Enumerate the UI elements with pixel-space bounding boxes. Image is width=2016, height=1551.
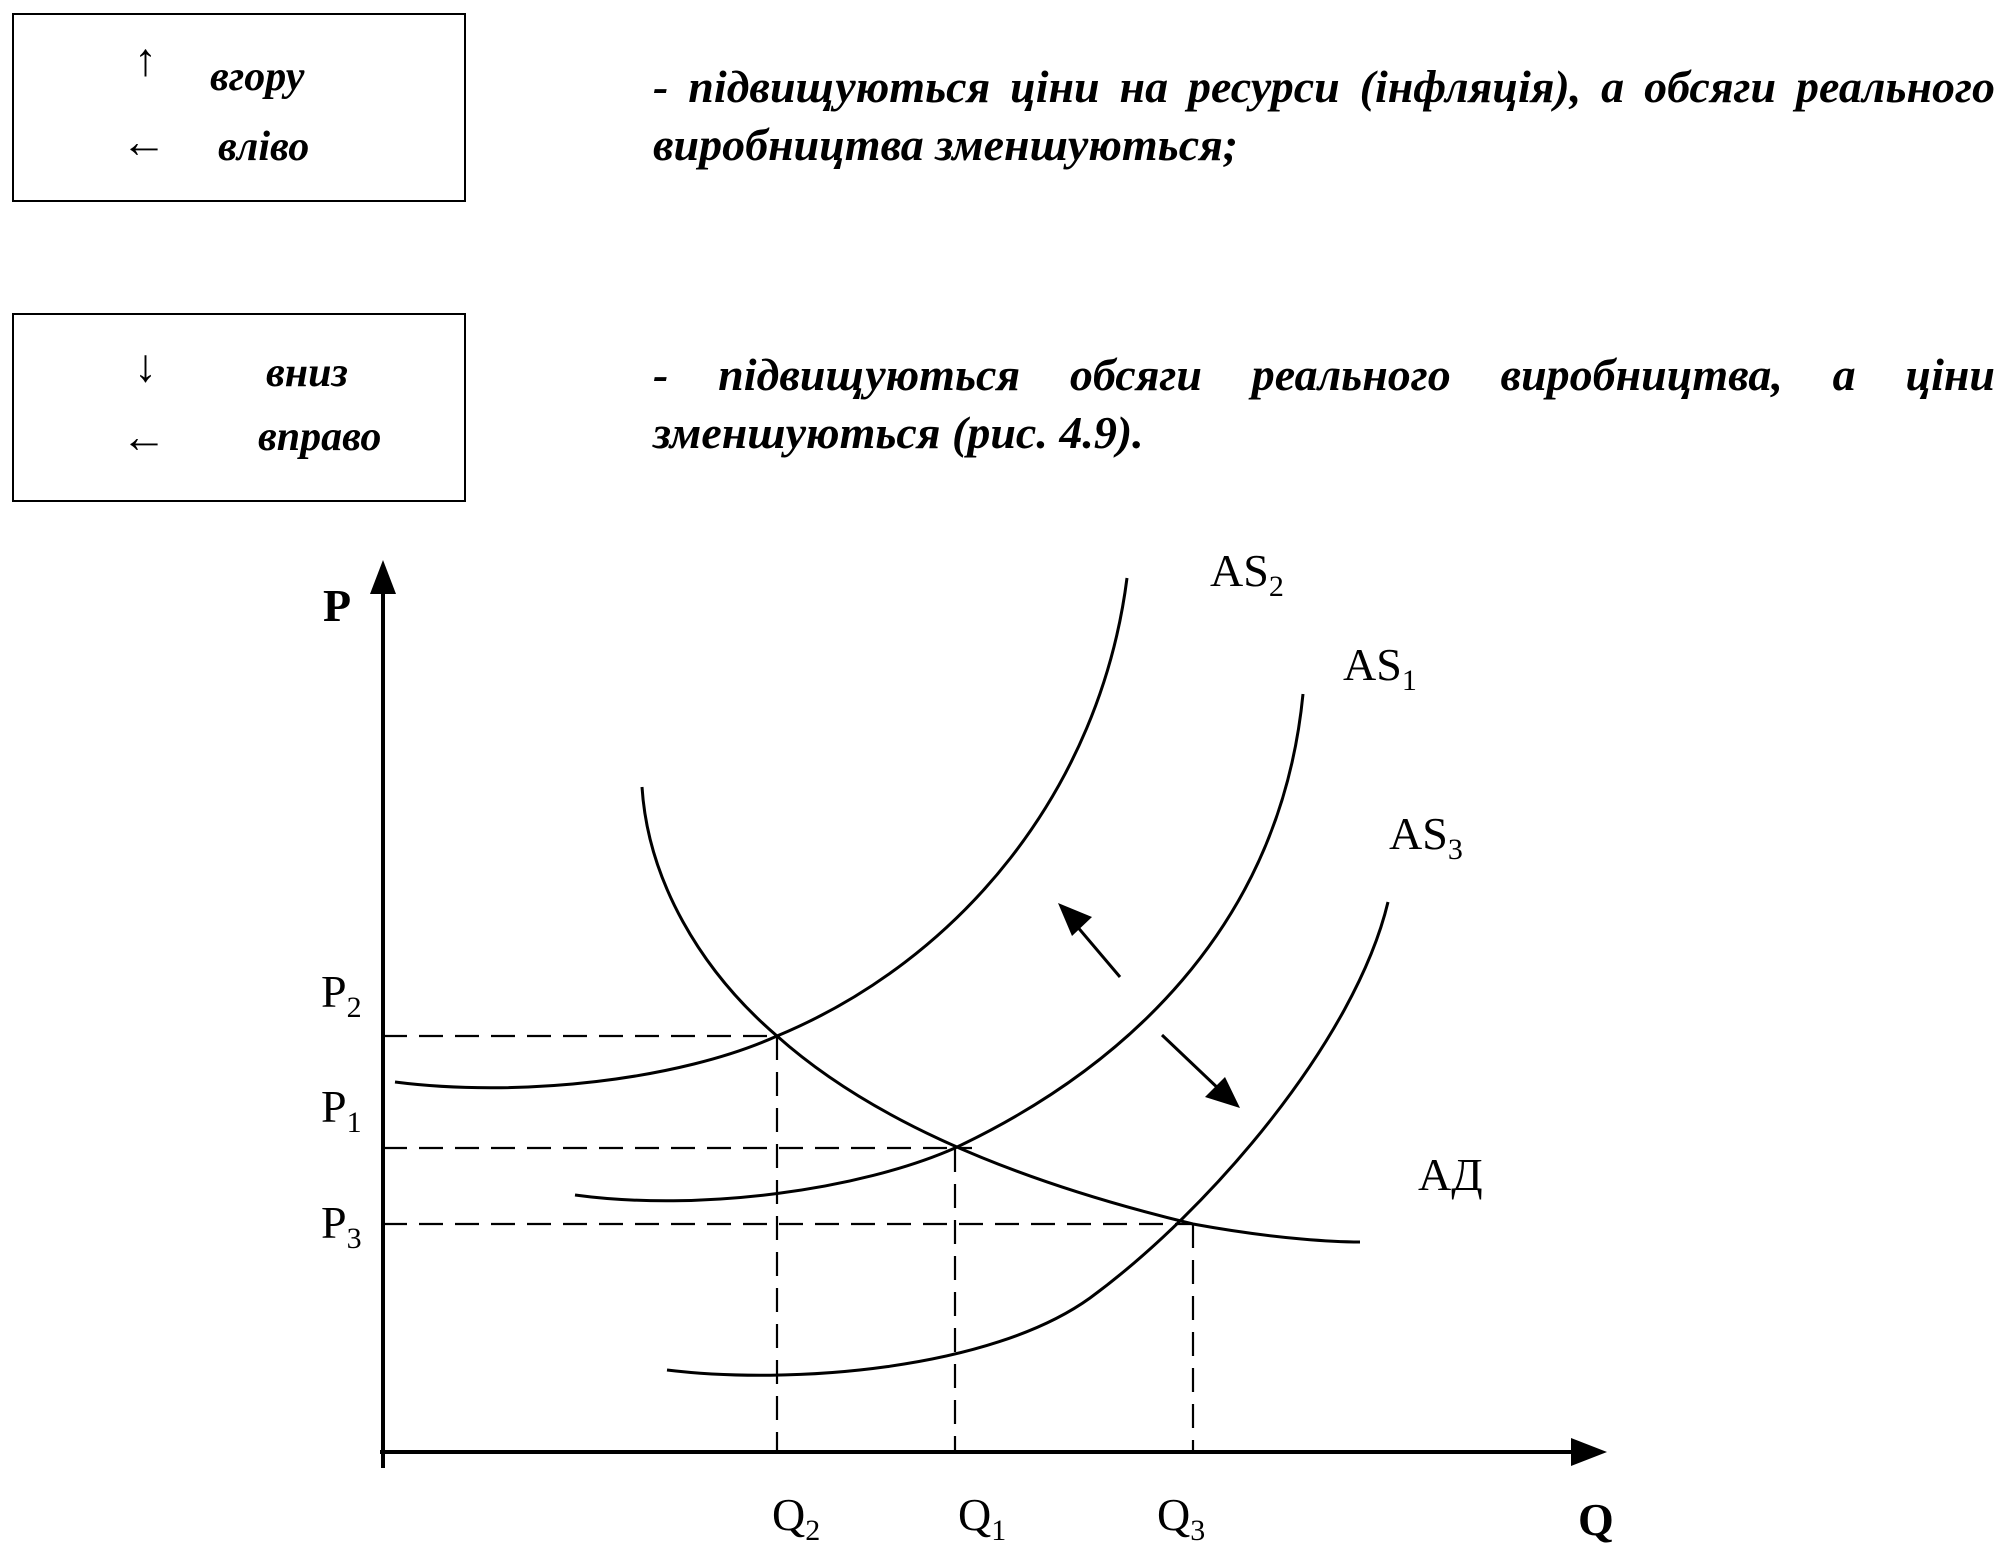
quantity-label-q1: $Q_1$	[958, 1489, 1007, 1547]
right-label: вправо	[258, 414, 382, 460]
arrowhead-up-left-icon	[1058, 903, 1092, 936]
curve-label-as3: $AS_3$	[1389, 808, 1463, 866]
y-axis-label: P	[323, 580, 352, 631]
down-label: вниз	[266, 350, 348, 396]
x-axis-label: Q	[1578, 1494, 1614, 1545]
ad-curve	[642, 787, 1360, 1242]
description-shift-down-right: - підвищуються обсяги реального виробництва, а ціни зменшуються (рис. 4.9).	[653, 349, 1995, 458]
up-arrow-icon: ↑	[134, 34, 157, 85]
price-label-p3: $P_3$	[321, 1197, 362, 1255]
down-arrow-icon: ↓	[134, 340, 157, 391]
price-label-p2: $P_2$	[321, 966, 362, 1024]
curve-label-as2: $AS_2$	[1210, 545, 1284, 603]
x-axis-arrow-icon	[1571, 1438, 1607, 1466]
shift-arrow-down-right	[1162, 1035, 1222, 1092]
quantity-label-q2: $Q_2$	[772, 1489, 821, 1547]
left-label: вліво	[218, 124, 310, 170]
up-label: вгору	[210, 54, 305, 100]
description-shift-up-left: - підвищуються ціни на ресурси (інфляція), а обсяги реального виробництва зменшуються;	[653, 61, 1995, 170]
quantity-label-q3: $Q_3$	[1157, 1489, 1206, 1547]
right-arrow-icon: ←	[121, 411, 167, 462]
as1-curve	[575, 694, 1303, 1201]
guide-lines	[383, 1036, 1193, 1452]
as3-curve	[667, 902, 1388, 1375]
curve-label-as1: $AS_1$	[1343, 639, 1417, 697]
price-label-p1: $P_1$	[321, 1081, 362, 1139]
as2-curve	[395, 578, 1127, 1088]
y-axis-arrow-icon	[370, 560, 396, 594]
curve-label-ad: АД	[1418, 1149, 1483, 1200]
left-arrow-icon: ←	[121, 116, 167, 167]
